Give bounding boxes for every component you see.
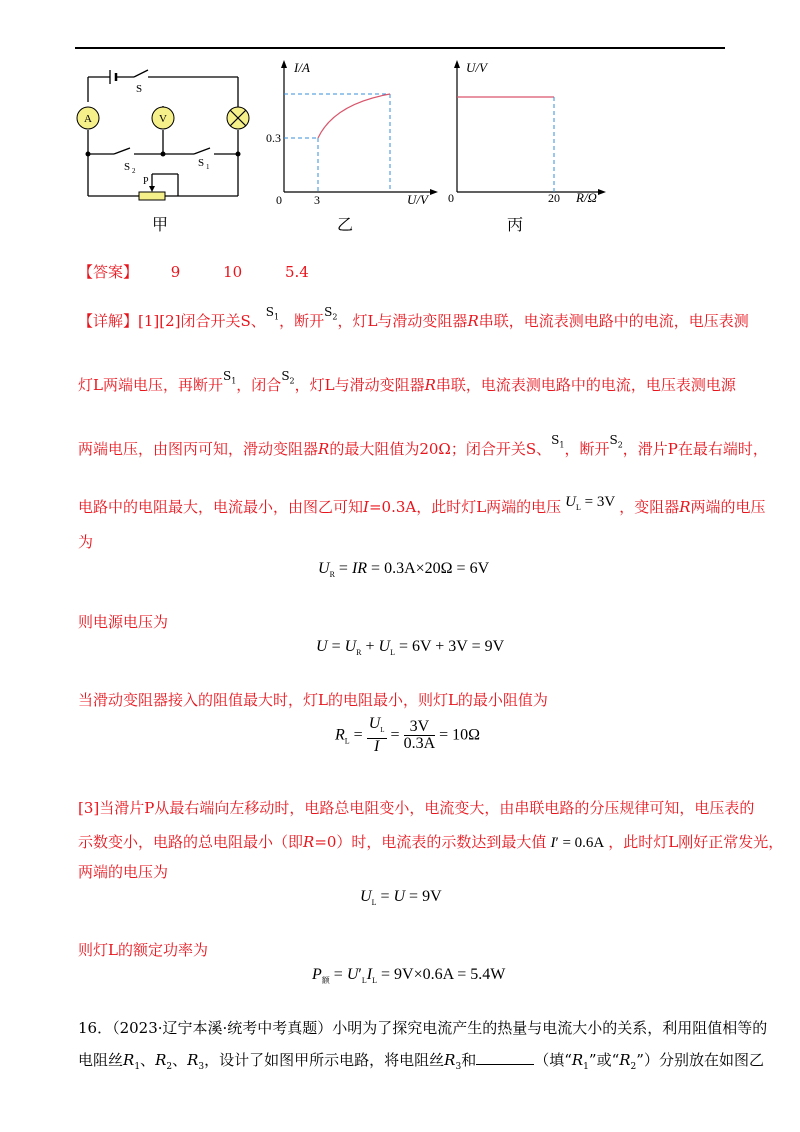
text-run: R [303, 833, 315, 851]
circuit-diagram [74, 62, 254, 212]
switch-s2-symbol: S2 [281, 369, 295, 386]
text-run: R [571, 1051, 584, 1069]
text-run: R [444, 1051, 456, 1069]
text-run: 2 [166, 1062, 173, 1072]
text-run: R [318, 440, 330, 458]
text-run: ，断开 [279, 312, 325, 330]
switch-s1-symbol: S1 [222, 369, 237, 386]
detail-line-3 [78, 430, 768, 459]
text-run: 3 [455, 1062, 462, 1072]
detail-line-6: 则电源电压为 [78, 613, 169, 631]
graph-yi [264, 56, 444, 206]
graph-bing [440, 56, 620, 206]
curve [318, 94, 390, 138]
text-run: ，断开 [564, 440, 610, 458]
text-run: R [187, 1051, 199, 1069]
text-run: 3 [198, 1062, 205, 1072]
detail-line-11: 则灯L的额定功率为 [78, 941, 208, 959]
x-tick: 3 [314, 193, 320, 206]
text-run: R [619, 1051, 631, 1069]
voltmeter-label: V [159, 113, 167, 125]
text-run: ，灯L与滑动变阻器 [294, 376, 425, 394]
detail-line-5: 为 [78, 533, 94, 551]
answer-value-2: 10 [223, 263, 243, 281]
text-run: R [467, 312, 479, 330]
text-run: R [424, 376, 436, 394]
equation-rl: $R_L$ = $\frac{U_L}{I}$ = $\frac{3V}{0.3A}$ = 10Ω [335, 715, 481, 756]
detail-line-8: [3]当滑片P从最右端向左移动时，电路总电阻变小，电流变大，由串联电路的分压规律可知，电压表的 [78, 799, 755, 817]
text-run: 和 [461, 1051, 477, 1069]
origin: 0 [276, 193, 282, 206]
answer-value-3: 5.4 [285, 263, 309, 281]
switch-s1-symbol: S1 [265, 305, 280, 322]
caption-yi: 乙 [337, 215, 354, 234]
y-axis-label: U/V [466, 60, 487, 75]
text-run: 两端电压，由图丙可知，滑动变阻器 [78, 440, 319, 458]
text-run: R [155, 1051, 167, 1069]
text-run: [1][2]闭合开关S、 [138, 312, 266, 330]
detail-line-1 [78, 302, 749, 331]
origin: 0 [448, 191, 454, 205]
text-run: 、 [172, 1051, 188, 1069]
text-run: 两端的电压 [690, 498, 766, 516]
text-run: ，滑片P在最右端时， [622, 440, 768, 458]
text-run: 的最大阻值为20Ω；闭合开关S、 [329, 440, 552, 458]
text-run: （填“ [534, 1051, 572, 1069]
answer-label: 【答案】 [78, 263, 139, 281]
answer-value-1: 9 [170, 263, 181, 281]
text-run: =0.3A，此时灯L两端的电压 [368, 498, 562, 516]
y-axis-label: I/A [294, 60, 310, 75]
switch-s2-sub: 2 [132, 167, 136, 175]
switch-s2-label: S [124, 161, 131, 173]
switch-s-label: S [136, 83, 143, 95]
x-tick: 20 [548, 191, 560, 205]
caption-jia: 甲 [152, 215, 169, 234]
text-run: ，闭合 [236, 376, 282, 394]
x-axis-label: R/Ω [576, 190, 597, 205]
text-run: ”）分别放在如图乙 [636, 1051, 764, 1069]
slider-label: P [143, 176, 149, 187]
question-16-line-1: 16．（2023·辽宁本溪·统考中考真题）小明为了探究电流产生的热量与电流大小的关系，利用阻值相等的 [78, 1019, 768, 1037]
detail-line-9 [78, 832, 783, 853]
text-run: I [363, 498, 369, 516]
text-run: R [123, 1051, 135, 1069]
text-run: ，此时灯L刚好正常发光， [608, 833, 784, 851]
text-run: =0）时，电流表的示数达到最大值 [314, 833, 547, 851]
text-run: 电阻丝 [78, 1051, 124, 1069]
switch-s2-symbol: S2 [324, 305, 338, 322]
detail-label: 【详解】 [78, 312, 139, 330]
ul-equation: $U_L = 3V$ [565, 494, 616, 512]
detail-line-10: 两端的电压为 [78, 863, 169, 881]
text-run: 灯L两端电压，再断开 [78, 376, 223, 394]
header-rule [75, 47, 725, 49]
text-run: R [679, 498, 691, 516]
switch-s1-sub: 1 [206, 163, 210, 171]
equation-ur: $U_R$ = IR = 0.3A×20Ω = 6V [318, 560, 490, 580]
text-run: 1 [583, 1062, 589, 1072]
equation-ul: $U_L = U = 9V$ [360, 888, 442, 908]
switch-s2-symbol: S2 [609, 433, 623, 450]
x-axis-label: U/V [407, 192, 428, 206]
text-run: ，灯L与滑动变阻器 [337, 312, 468, 330]
detail-line-7: 当滑动变阻器接入的阻值最大时，灯L的电阻最小，则灯L的最小阻值为 [78, 691, 548, 709]
detail-line-4 [78, 492, 766, 518]
text-run: ”或“ [588, 1051, 620, 1069]
answer-blank[interactable] [476, 1050, 534, 1065]
text-run: 电路中的电阻最大，电流最小，由图乙可知 [78, 498, 364, 516]
imax-equation: I′ = 0.6A [550, 835, 605, 851]
question-16-line-2 [78, 1050, 764, 1077]
text-run: 1 [134, 1062, 141, 1072]
switch-s1-label: S [198, 157, 205, 169]
y-tick: 0.3 [266, 131, 281, 145]
text-run: 示数变小，电路的总电阻最小（即 [78, 833, 304, 851]
text-run: 、 [140, 1051, 156, 1069]
caption-bing: 丙 [507, 215, 524, 234]
equation-p: $P_额 = U'_LI_L = 9V\times 0.6A = 5.4W$ [312, 966, 506, 986]
equation-u: $U = U_R + U_L = 6V + 3V = 9V$ [316, 638, 505, 658]
ammeter-label: A [84, 113, 92, 125]
text-run: ，变阻器 [619, 498, 680, 516]
text-run: ，设计了如图甲所示电路，将电阻丝 [204, 1051, 445, 1069]
text-run: 串联，电流表测电路中的电流，电压表测 [478, 312, 749, 330]
answer-line [78, 262, 309, 282]
text-run: 串联，电流表测电路中的电流，电压表测电源 [435, 376, 736, 394]
switch-s1-symbol: S1 [551, 433, 565, 450]
text-run: 2 [630, 1062, 637, 1072]
detail-line-2 [78, 366, 736, 395]
